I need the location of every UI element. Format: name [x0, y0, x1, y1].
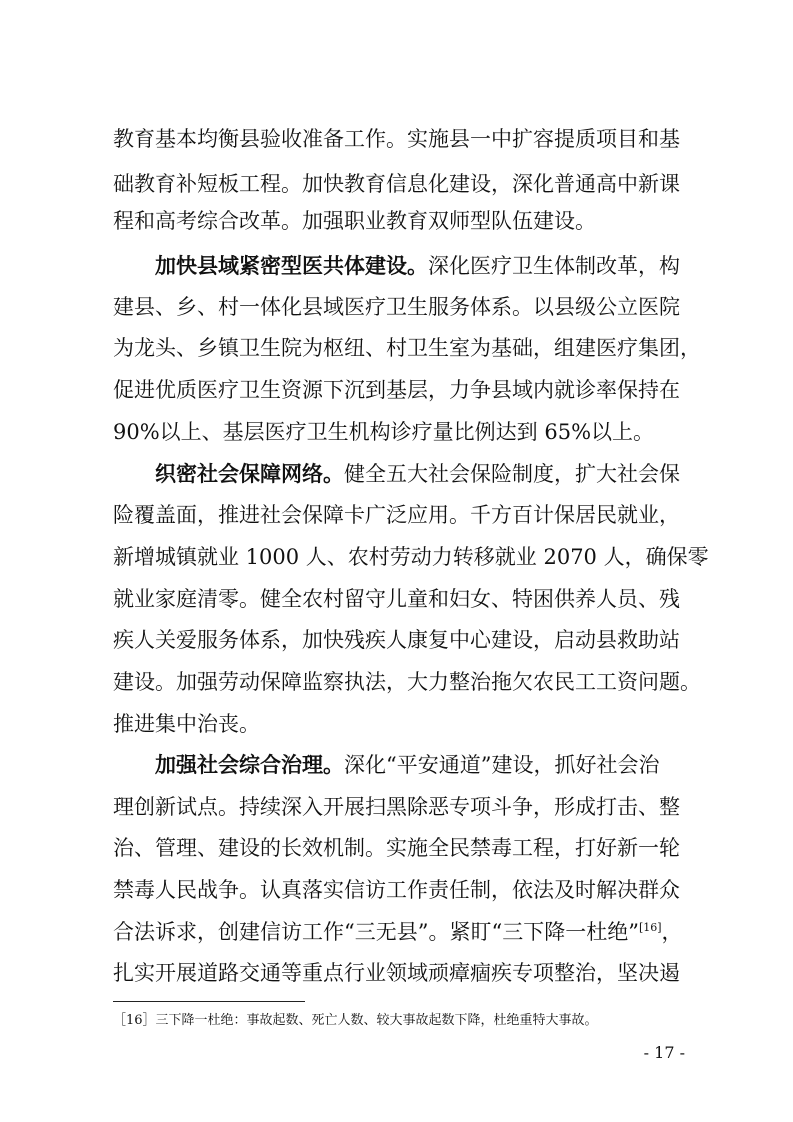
body-line: 禁毒人民战争。认真落实信访工作责任制，依法及时解决群众 [113, 878, 680, 902]
paragraph-heading: 加强社会综合治理。 [155, 752, 344, 777]
paragraph-first-line [155, 751, 680, 779]
body-line: 就业家庭清零。健全农村留守儿童和妇女、特困供养人员、残 [113, 587, 680, 611]
body-line: 建县、乡、村一体化县域医疗卫生服务体系。以县级公立医院 [113, 295, 680, 319]
paragraph-heading: 织密社会保障网络。 [155, 461, 344, 486]
body-line: 理创新试点。持续深入开展扫黑除恶专项斗争，形成打击、整 [113, 795, 680, 819]
footnote-text: ［16］三下降一杜绝：事故起数、死亡人数、较大事故起数下降，杜绝重特大事故。 [113, 1013, 598, 1028]
body-line-with-footnote [113, 918, 683, 946]
body-line: 程和高考综合改革。加强职业教育双师型队伍建设。 [113, 209, 596, 233]
paragraph-first-line [155, 252, 680, 280]
body-line: 促进优质医疗卫生资源下沉到基层，力争县域内就诊率保持在 [113, 378, 680, 402]
body-line: 新增城镇就业 1000 人、农村劳动力转移就业 2070 人，确保零 [113, 545, 709, 569]
paragraph-heading: 加快县域紧密型医共体建设。 [155, 253, 428, 278]
body-line: 教育基本均衡县验收准备工作。实施县一中扩容提质项目和基 [113, 127, 680, 151]
body-line: 础教育补短板工程。加快教育信息化建设，深化普通高中新课 [113, 172, 680, 196]
body-line: 推进集中治丧。 [113, 712, 260, 736]
paragraph-text: 深化医疗卫生体制改革，构 [428, 254, 680, 278]
body-line: 建设。加强劳动保障监察执法，大力整治拖欠农民工工资问题。 [113, 670, 701, 694]
paragraph-first-line [155, 460, 680, 488]
footnote-reference[interactable]: [16] [638, 921, 662, 934]
body-line: 为龙头、乡镇卫生院为枢纽、村卫生室为基础，组建医疗集团， [113, 336, 701, 360]
body-line: 扎实开展道路交通等重点行业领域顽瘴痼疾专项整治，坚决遏 [113, 961, 680, 985]
body-text: ， [661, 920, 683, 944]
body-line: 90%以上、基层医疗卫生机构诊疗量比例达到 65%以上。 [113, 420, 655, 444]
body-line: 治、管理、建设的长效机制。实施全民禁毒工程，打好新一轮 [113, 836, 680, 860]
footnote-divider [113, 1001, 305, 1002]
body-line: 疾人关爱服务体系，加快残疾人康复中心建设，启动县救助站 [113, 628, 680, 652]
paragraph-text: 健全五大社会保险制度，扩大社会保 [344, 462, 680, 486]
page-number: - 17 - [643, 1043, 685, 1062]
body-line: 险覆盖面，推进社会保障卡广泛应用。千方百计保居民就业， [113, 503, 680, 527]
body-text: 合法诉求，创建信访工作“三无县”。紧盯“三下降一杜绝” [113, 920, 639, 944]
paragraph-text: 深化“平安通道”建设，抓好社会治 [344, 753, 660, 777]
